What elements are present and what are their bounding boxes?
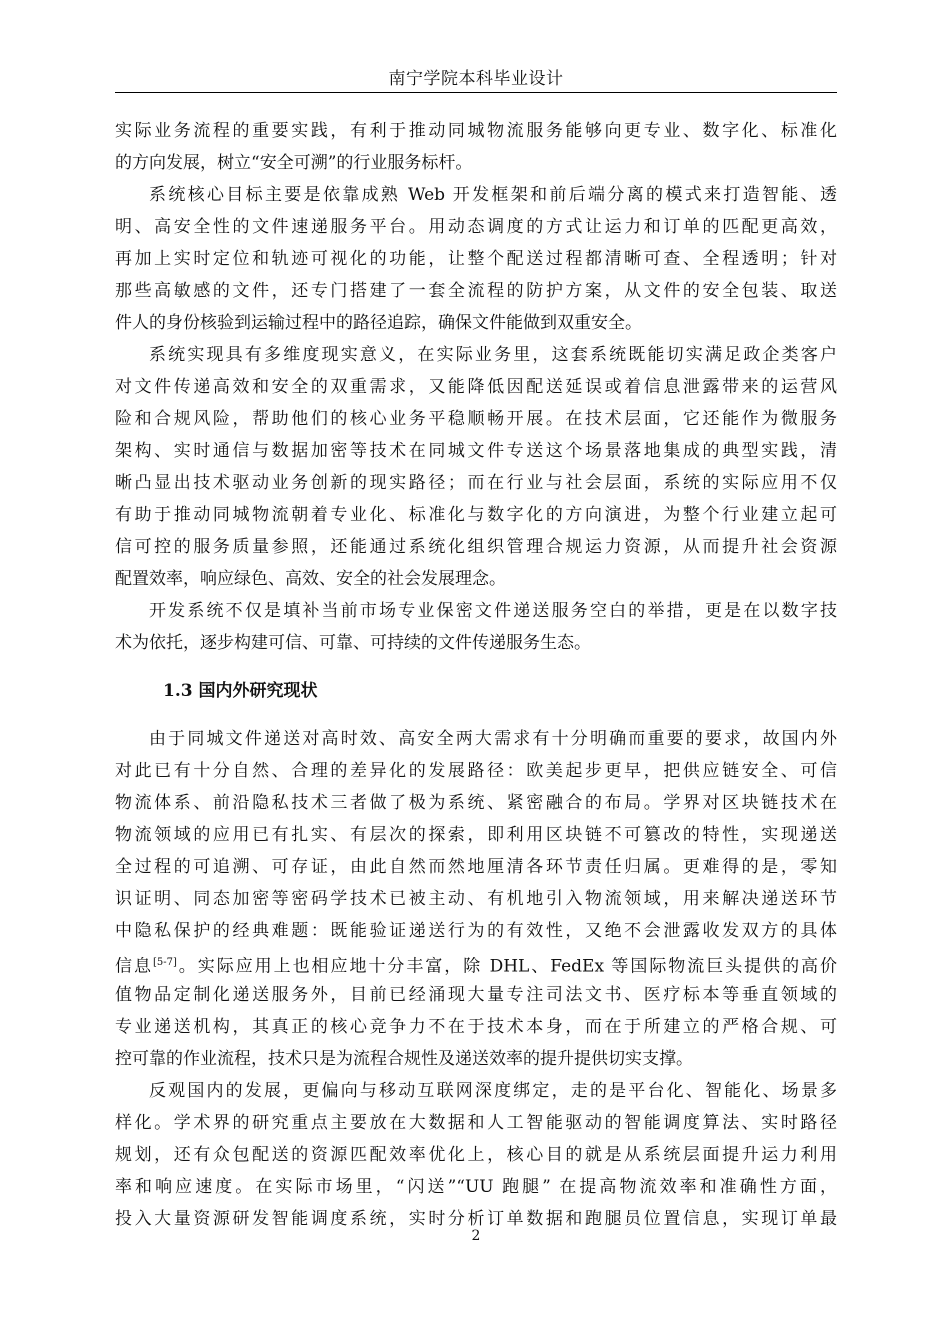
line-prefix: 信息 <box>115 956 153 977</box>
text-line: 对此已有十分自然、合理的差异化的发展路径：欧美起步更早，把供应链安全、可信 <box>115 761 837 781</box>
text-line: 值物品定制化递送服务外，目前已经涌现大量专注司法文书、医疗标本等垂直领域的 <box>115 985 837 1005</box>
text-line: 险和合规风险，帮助他们的核心业务平稳顺畅开展。在技术层面，它还能作为微服务 <box>115 409 837 429</box>
text-line: 系统实现具有多维度现实意义，在实际业务里，这套系统既能切实满足政企类客户 <box>149 345 837 365</box>
paragraph <box>115 339 837 595</box>
page-number: 2 <box>471 1228 481 1244</box>
paragraph <box>115 595 837 659</box>
text-line: 配置效率，响应绿色、高效、安全的社会发展理念。 <box>115 569 506 589</box>
text-line: 规划，还有众包配送的资源匹配效率优化上，核心目的就是从系统层面提升运力利用 <box>115 1145 837 1165</box>
paragraph <box>115 179 837 339</box>
text-line: 架构、实时通信与数据加密等技术在同城文件专送这个场景落地集成的典型实践，清 <box>115 441 837 461</box>
text-line: 专业递送机构，其真正的核心竞争力不在于技术本身，而在于所建立的严格合规、可 <box>115 1017 837 1037</box>
text-line: 信可控的服务质量参照，还能通过系统化组织管理合规运力资源，从而提升社会资源 <box>115 537 837 557</box>
text-line: 那些高敏感的文件，还专门搭建了一套全流程的防护方案，从文件的安全包装、取送 <box>115 281 837 301</box>
text-line: 明、高安全性的文件速递服务平台。用动态调度的方式让运力和订单的匹配更高效， <box>115 217 837 237</box>
text-line: 开发系统不仅是填补当前市场专业保密文件递送服务空白的举措，更是在以数字技 <box>149 601 837 621</box>
text-line: 全过程的可追溯、可存证，由此自然而然地厘清各环节责任归属。更难得的是，零知 <box>115 857 837 877</box>
text-line: 样化。学术界的研究重点主要放在大数据和人工智能驱动的智能调度算法、实时路径 <box>115 1113 837 1133</box>
paragraph <box>115 723 837 1075</box>
text-line: 晰凸显出技术驱动业务创新的现实路径；而在行业与社会层面，系统的实际应用不仅 <box>115 473 837 493</box>
text-line: 物流领域的应用已有扎实、有层次的探索，即利用区块链不可篡改的特性，实现递送 <box>115 825 837 845</box>
text-line: 物流体系、前沿隐私技术三者做了极为系统、紧密融合的布局。学界对区块链技术在 <box>115 793 837 813</box>
text-line: 中隐私保护的经典难题：既能验证递送行为的有效性，又绝不会泄露收发双方的具体 <box>115 921 837 941</box>
text-line: 件人的身份核验到运输过程中的路径追踪，确保文件能做到双重安全。 <box>115 313 642 333</box>
text-line: 投入大量资源研发智能调度系统，实时分析订单数据和跑腿员位置信息，实现订单最 <box>115 1209 837 1229</box>
text-line-with-citation <box>115 947 837 979</box>
paragraph <box>115 1075 837 1235</box>
line-suffix: 。实际应用上也相应地十分丰富，除 DHL、FedEx 等国际物流巨头提供的高价 <box>176 956 837 977</box>
citation-ref: [5-7] <box>152 957 177 968</box>
text-line: 识证明、同态加密等密码学技术已被主动、有机地引入物流领域，用来解决递送环节 <box>115 889 837 909</box>
text-line: 率和响应速度。在实际市场里，“闪送”“UU 跑腿” 在提高物流效率和准确性方面， <box>115 1177 837 1197</box>
text-line: 系统核心目标主要是依靠成熟 Web 开发框架和前后端分离的模式来打造智能、透 <box>149 185 837 205</box>
paragraph <box>115 115 837 179</box>
section-heading: 1.3 国内外研究现状 <box>163 681 318 701</box>
text-line: 有助于推动同城物流朝着专业化、标准化与数字化的方向演进，为整个行业建立起可 <box>115 505 837 525</box>
text-line: 对文件传递高效和安全的双重需求，又能降低因配送延误或着信息泄露带来的运营风 <box>115 377 837 397</box>
text-line: 再加上实时定位和轨迹可视化的功能，让整个配送过程都清晰可查、全程透明；针对 <box>115 249 837 269</box>
text-line: 反观国内的发展，更偏向与移动互联网深度绑定，走的是平台化、智能化、场景多 <box>149 1081 837 1101</box>
text-line: 术为依托，逐步构建可信、可靠、可持续的文件传递服务生态。 <box>115 633 591 653</box>
page-header: 南宁学院本科毕业设计 <box>115 66 837 93</box>
text-line: 控可靠的作业流程，技术只是为流程合规性及递送效率的提升提供切实支撑。 <box>115 1049 693 1069</box>
text-line: 的方向发展，树立“安全可溯”的行业服务标杆。 <box>115 153 473 173</box>
text-line: 由于同城文件递送对高时效、高安全两大需求有十分明确而重要的要求，故国内外 <box>149 729 837 749</box>
document-body <box>115 115 837 1235</box>
text-line: 实际业务流程的重要实践，有利于推动同城物流服务能够向更专业、数字化、标准化 <box>115 121 837 141</box>
